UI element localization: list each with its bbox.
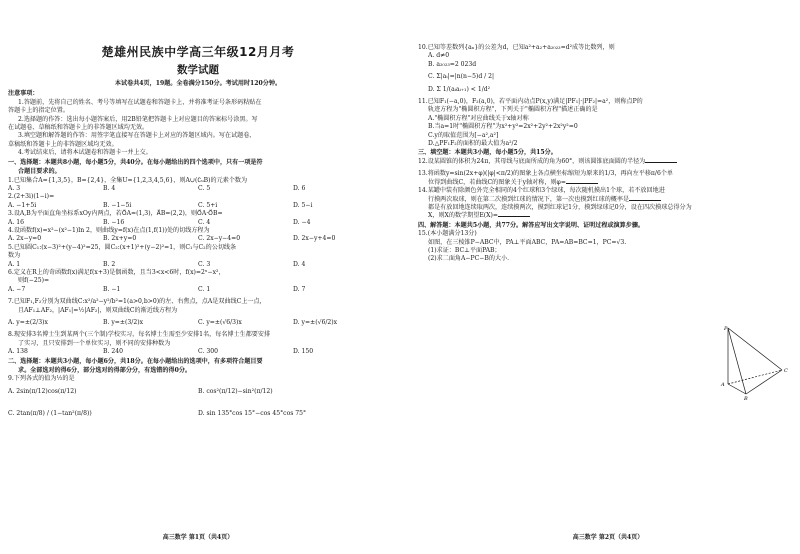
answer-blank [645, 162, 677, 163]
question-3-options [8, 219, 388, 227]
question-14-cont-2: 都是有放回地连续取两次，连续摸两次，摸到红球记1分，摸到绿球记0分，设在四次摸球总得分为 [428, 203, 692, 211]
question-13-cont [418, 179, 798, 187]
label-B: B [744, 396, 748, 400]
section-2-heading: 二、选择题：本题共3小题，每小题6分，共18分。在每小题给出的选项中，有多项符合题目要 [8, 357, 263, 365]
exam-meta: 本试卷共4页，19题。全卷满分150分。考试用时120分钟。 [114, 80, 282, 88]
question-15: 15.(本小题满分13分) [418, 230, 477, 238]
question-15-part-1: (1)求证：BC⊥平面PAB； [428, 246, 501, 254]
question-4-options [8, 235, 388, 243]
edge-PB [728, 328, 746, 394]
question-13-cont-text: 位得到曲线C，若曲线C的图象关于y轴对称，则φ= [428, 178, 566, 186]
section-4-heading: 四、解答题：本题共5小题，共77分。解答应写出文字说明、证明过程或演算步骤。 [418, 221, 645, 229]
option: D. 5−i [293, 201, 313, 209]
option: A. 2x−y=0 [8, 235, 42, 243]
question-7: 7.已知F₁,F₂分别为双曲线C:x²/a²−y²/b²=1(a>0,b>0)的左、右焦点，点A是双曲线C上一点， [8, 298, 266, 306]
option: B.当a=1时"椭圆积方程"为x²+y²=2x²+2y²+2x²y²=0 [428, 123, 578, 131]
option: A. 138 [8, 348, 28, 356]
exam-title: 楚雄州民族中学高三年级12月月考 [101, 45, 295, 59]
question-6-options [8, 286, 388, 294]
notice-line: 3.填空题和解答题的作答：用签字笔直接写在答题卡上对应的答题区域内。写在试题卷、 [18, 132, 256, 140]
question-9: 9.下列各式的值为½的是 [8, 375, 75, 383]
page-1-footer: 高三数学 第1页（共4页） [162, 533, 234, 541]
option: C. Σ|aᵢ|=|n(n−5)d / 2| [428, 73, 495, 81]
question-8-cont: 了实习，且只安排到一个单位实习，则不同的安排种数为 [18, 339, 171, 347]
option: D. 7 [293, 285, 306, 293]
question-1: 1.已知集合A={1,3,5}，B={2,4}，全集U={1,2,3,4,5,6}，则A∪(∁ᵤB)的元素个数为 [8, 176, 248, 184]
question-2-options [8, 202, 388, 210]
question-14-cont [418, 196, 798, 204]
question-11: 11.已知F₁(−a,0)，F₂(a,0)，若平面内动点P(x,y)满足|PF₁|·|PF₂|=a²，则称点P的 [418, 98, 643, 106]
option: B. 4 [103, 184, 116, 192]
option: A. d≠0 [428, 52, 450, 60]
option: A. −7 [8, 285, 26, 293]
question-14: 14.某罐中装有除颜色外完全相同的4个红球和3个绿球，每次随机摸出1个球，若不放回地进 [418, 187, 665, 195]
option: D. 6 [293, 184, 306, 192]
option: D. −4 [293, 218, 311, 226]
question-9-options-row-2 [8, 410, 388, 418]
option: B. cos²(π/12)−sin²(π/12) [198, 387, 273, 395]
notice-heading: 注意事项： [8, 90, 39, 98]
option: A. 3 [8, 184, 21, 192]
section-1-heading-cont: 合题目要求的。 [18, 168, 61, 176]
question-15-stem: 如图，在三棱锥P−ABC中，PA⊥平面ABC，PA=AB=BC=1，PC=√3. [428, 238, 627, 246]
question-8-options [8, 348, 388, 356]
exam-subtitle: 数学试题 [177, 63, 219, 76]
label-P: P [724, 326, 728, 332]
option: D. 150 [293, 348, 314, 356]
question-5: 5.已知圆C₁:(x−3)²+(y−4)²=25，圆C₂:(x+1)²+(y−2)²=1，则C₁与C₂的公切线条 [8, 243, 237, 251]
option: B. −1 [103, 285, 121, 293]
edge-AB [728, 384, 746, 394]
option: C. 4 [198, 218, 211, 226]
page-1 [8, 0, 388, 554]
option: A."椭圆积方程"对应曲线关于x轴对称 [428, 114, 529, 122]
option: B. −1−5i [103, 201, 132, 209]
option: A. y=±(2/3)x [8, 319, 48, 326]
option: A. −1+5i [8, 201, 37, 209]
question-14-cont-3-text: X，则X的数学期望E(X)= [428, 212, 498, 220]
question-14-cont-3 [418, 212, 798, 220]
label-C: C [784, 368, 788, 374]
notice-line: 1.答题前，先将自己的姓名、考号等填写在试题卷和答题卡上，并将准考证号条形码粘贴在 [18, 98, 262, 106]
label-A: A [721, 382, 725, 388]
option: A. 2sin(π/12)cos(π/12) [8, 387, 77, 395]
question-2: 2.(2+3i)(1−i)= [8, 193, 55, 201]
question-5-cont: 数为 [8, 252, 21, 260]
option: D. sin 135°cos 15°−cos 45°cos 75° [198, 410, 307, 418]
tetrahedron-figure [716, 324, 792, 400]
option: B. 2 [103, 260, 116, 268]
question-11-cont: 轨迹方程为"椭圆积方程"，下列关于"椭圆积方程"描述正确的是 [428, 106, 598, 114]
question-1-options [8, 185, 388, 193]
option: C. 5 [198, 184, 211, 192]
option: D. y=±(√6/2)x [293, 319, 338, 326]
option: C.y的取值范围为[−a²,a²] [428, 131, 499, 139]
section-3-heading: 三、填空题：本题共3小题，每小题5分，共15分。 [418, 149, 557, 157]
option: A. 1 [8, 260, 21, 268]
question-14-cont-text: 行摸两次取球，则在第二次摸到红球的情况下，第一次也摸到红球的概率是 [428, 195, 630, 203]
option: C. 1 [198, 285, 211, 293]
option: A. 16 [8, 218, 25, 226]
option: C. 2tan(π/8) / (1−tan²(π/8)) [8, 410, 92, 418]
option: B. y=±(3/2)x [103, 319, 144, 326]
answer-blank [629, 200, 661, 201]
question-7-options [8, 319, 388, 327]
option: B. −16 [103, 218, 125, 226]
page-2-footer: 高三数学 第2页（共4页） [572, 533, 644, 541]
question-13: 13.将函数y=sin(2x+φ)(|φ|<π/2)的图象上各点横坐标缩短为原来的1/3，再向左平移π/6个单 [418, 170, 674, 178]
notice-line: 答题卡上的指定位置。 [8, 107, 69, 115]
answer-blank [566, 183, 598, 184]
question-8: 8.现安排3名博士生到某两个(三个制)学校实习，每名博士生需至少安排1名，每名博士生都要安排 [8, 331, 271, 339]
option: D. Σ 1/(aᵢaᵢ₊₁) < 1/d² [428, 85, 491, 93]
edge-BC [746, 370, 782, 394]
question-6-cont: 则f(−25)= [18, 277, 50, 285]
question-5-options [8, 261, 388, 269]
section-2-heading-cont: 求。全部选对的得6分，部分选对的得部分分，有选错的得0分。 [18, 367, 192, 375]
question-7-cont: 且AF₁⊥AF₂，|AF₁|=½|AF₂|，则双曲线C的渐近线方程为 [18, 306, 178, 314]
option: D.△PF₁F₂的面积的最大值为a²/2 [428, 140, 518, 148]
question-9-options-row-1 [8, 388, 388, 396]
question-3: 3.设A,B为平面直角坐标系xOy内两点，若O⃗A=(1,3)，A⃗B=(2,2)，则O⃗A·O⃗B= [8, 210, 223, 218]
question-12-text: 12.设某圆锥的体积为24π，其母线与底面所成的角为60°，则该圆锥底面圆的半径为 [418, 157, 646, 165]
option: C. y=±(√6/3)x [198, 319, 242, 326]
notice-line: 4.考试结束后，请将本试题卷和答题卡一并上交。 [18, 149, 152, 157]
notice-line: 2.选择题的作答：选出每小题答案后，用2B铅笔把答题卡上对应题目的答案标号涂黑。写 [18, 115, 258, 123]
notice-line: 草稿纸和答题卡上的非答题区域均无效。 [8, 140, 118, 148]
page-2 [418, 0, 798, 554]
option: D. 4 [293, 260, 306, 268]
answer-blank [498, 216, 530, 217]
section-1-heading: 一、选择题：本题共8小题，每小题5分，共40分。在每小题给出的四个选项中，只有一项是符 [8, 158, 263, 166]
edge-AC [728, 370, 782, 384]
notice-line: 在试题卷、草稿纸和答题卡上的非答题区域均无效。 [8, 124, 149, 132]
question-12 [418, 158, 798, 166]
question-15-part-2: (2)求二面角A−PC−B的大小. [428, 255, 510, 263]
option: C. 3 [198, 260, 211, 268]
option: B. 240 [103, 348, 123, 356]
option: B. a₂₀₂₃=2 023d [428, 60, 477, 68]
question-6: 6.定义在R上的奇函数f(x)满足f(x+3)是偶函数，且当3<x<6时，f(x)=2ˣ−x²， [8, 268, 225, 276]
question-4: 4.设函数f(x)=x²−(x²−1)ln 2，则曲线y=f(x)在点(1,f(1))处的切线方程为 [8, 226, 210, 234]
option: B. 2x+y=0 [103, 235, 137, 243]
edge-PC [728, 328, 782, 370]
option: C. 5+i [198, 201, 218, 209]
option: C. 2x−y−4=0 [198, 235, 241, 243]
question-10: 10.已知等差数列{aₙ}的公差为d，已知a²+a₂+a₂₀₂₃=d²成等比数列，则 [418, 44, 615, 51]
option: C. 300 [198, 348, 218, 356]
option: D. 2x−y+4=0 [293, 235, 336, 243]
